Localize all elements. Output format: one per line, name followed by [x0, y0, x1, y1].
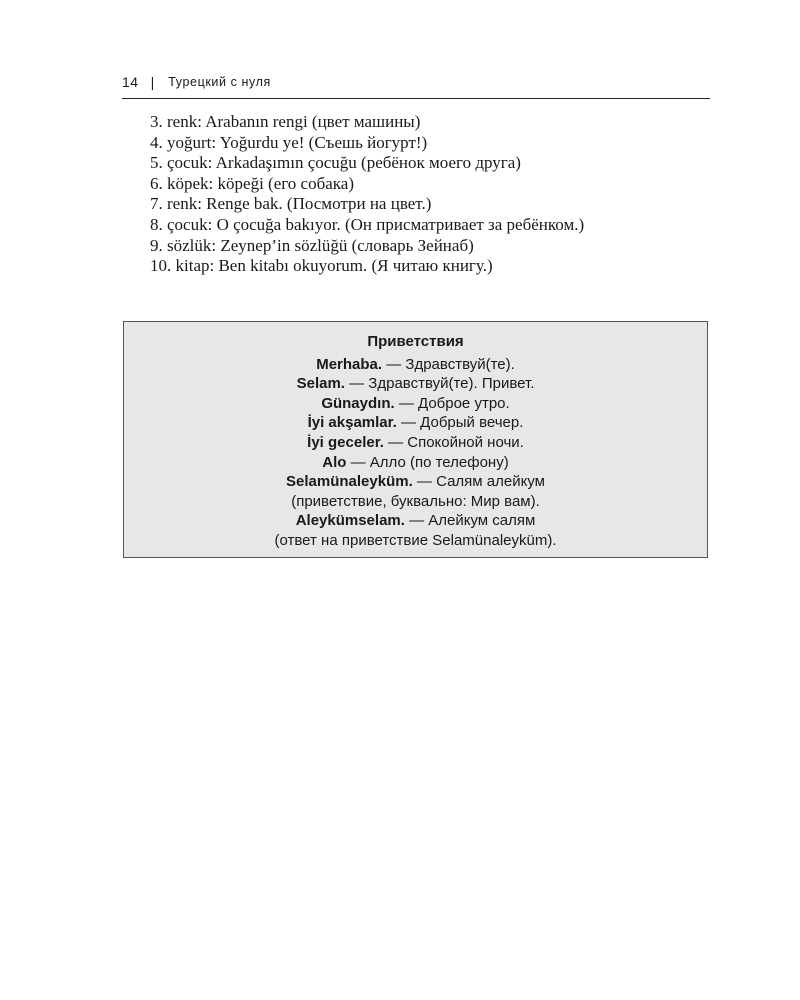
greetings-box	[123, 321, 708, 558]
greeting-line	[124, 374, 707, 394]
greeting-meaning: (приветствие, буквально: Мир вам).	[291, 492, 540, 510]
book-title: Турецкий с нуля	[168, 75, 271, 89]
greeting-line	[124, 355, 707, 375]
greeting-line	[124, 492, 707, 512]
exercise-item: 10. kitap: Ben kitabı okuyorum. (Я читаю книгу.)	[150, 256, 493, 276]
greeting-term: İyi akşamlar.	[307, 414, 397, 432]
page-number: 14	[122, 74, 139, 90]
greeting-line	[124, 511, 707, 531]
greeting-meaning: — Алейкум салям	[404, 512, 536, 530]
greeting-line	[124, 433, 707, 453]
greeting-meaning: — Здравствуй(те). Привет.	[344, 375, 535, 393]
greeting-meaning: — Салям алейкум	[412, 473, 545, 491]
exercise-item: 9. sözlük: Zeynep’in sözlüğü (словарь Зейнаб)	[150, 235, 474, 255]
greeting-line	[124, 472, 707, 492]
greeting-line	[124, 413, 707, 433]
exercise-item: 4. yoğurt: Yoğurdu ye! (Съешь йогурт!)	[150, 132, 428, 152]
exercise-item: 6. köpek: köpeği (его собака)	[150, 173, 354, 193]
greeting-term: Selam.	[296, 375, 345, 393]
greeting-term: Aleykümselam.	[295, 512, 405, 530]
exercise-item: 5. çocuk: Arkadaşımın çocuğu (ребёнок моего друга)	[150, 153, 521, 173]
greeting-meaning: — Доброе утро.	[394, 394, 510, 412]
greeting-meaning: — Спокойной ночи.	[383, 433, 524, 451]
exercise-item: 8. çocuk: O çocuğa bakıyor. (Он присматривает за ребёнком.)	[150, 214, 585, 234]
greeting-meaning: — Алло (по телефону)	[346, 453, 509, 471]
greeting-term: Günaydın.	[321, 394, 395, 412]
greetings-box-title: Приветствия	[367, 333, 464, 350]
greeting-meaning: — Добрый вечер.	[396, 414, 524, 432]
greeting-line	[124, 394, 707, 414]
greeting-term: Alo	[322, 453, 347, 471]
greeting-term: İyi geceler.	[307, 433, 384, 451]
greeting-term: Selamünaleyküm.	[286, 473, 413, 491]
page-header	[122, 74, 710, 99]
greeting-meaning: — Здравствуй(те).	[382, 355, 515, 373]
exercise-item: 7. renk: Renge bak. (Посмотри на цвет.)	[150, 194, 432, 214]
header-separator: |	[150, 74, 155, 90]
greeting-meaning: (ответ на приветствие Selamünaleyküm).	[274, 531, 557, 549]
greeting-term: Merhaba.	[316, 355, 383, 373]
greeting-line	[124, 531, 707, 551]
greeting-line	[124, 453, 707, 473]
exercise-item: 3. renk: Arabanın rengi (цвет машины)	[150, 112, 421, 131]
exercise-answers-list	[122, 112, 710, 277]
